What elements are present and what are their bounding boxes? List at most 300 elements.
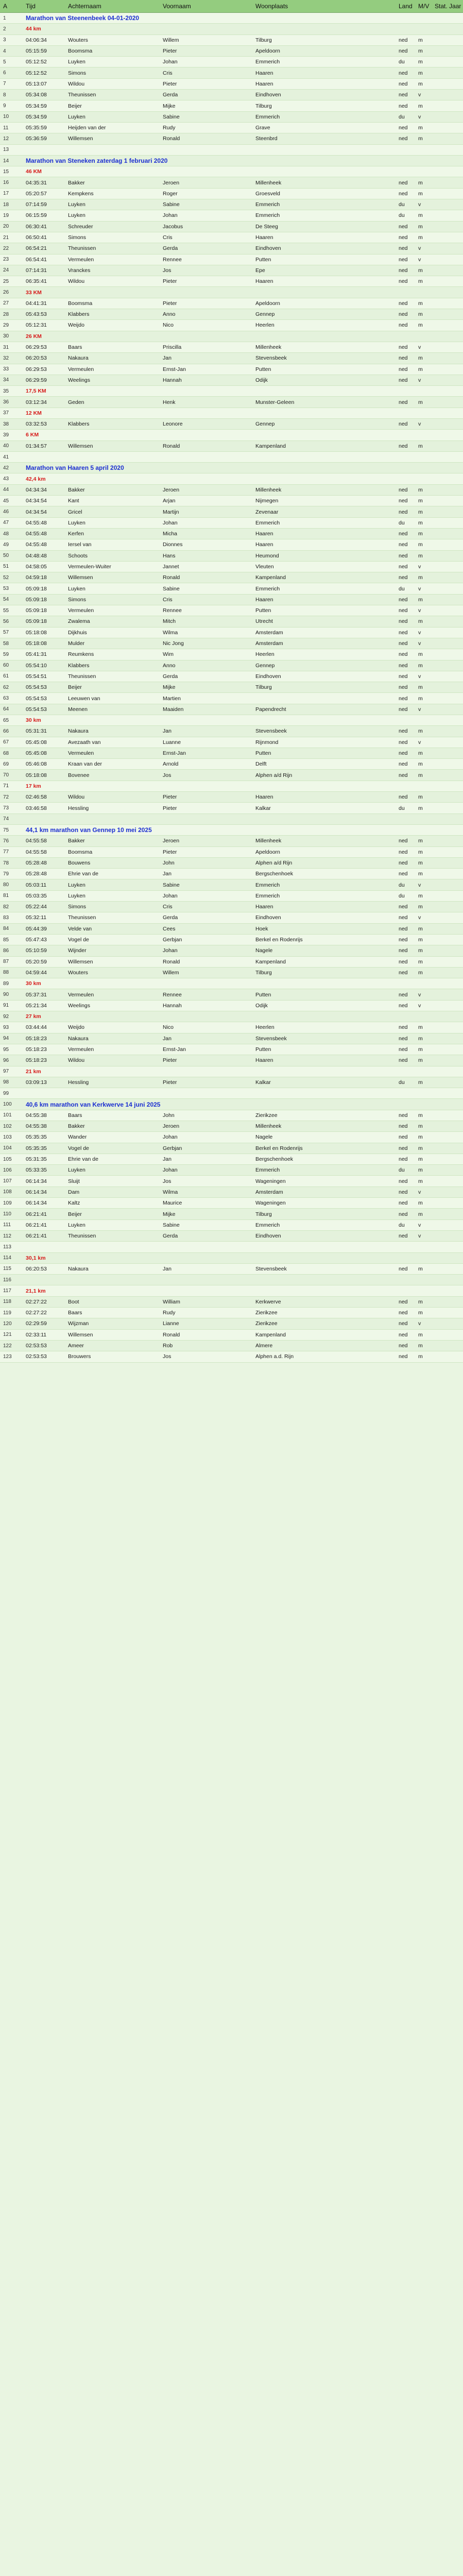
- cell-voornaam: Gerbjan: [163, 1145, 182, 1151]
- table-row: [0, 485, 463, 496]
- cell-voornaam: Maaiden: [163, 706, 184, 713]
- cell-woonplaats: Amsterdam: [255, 1189, 283, 1195]
- cell-achternaam: Vogel de: [68, 937, 89, 943]
- cell-woonplaats: Zierikzee: [255, 1320, 278, 1327]
- table-row: [0, 189, 463, 199]
- cell-land: ned: [399, 772, 408, 778]
- cell-woonplaats: Kampenland: [255, 958, 286, 965]
- table-row: [0, 1165, 463, 1176]
- cell-land: ned: [399, 267, 408, 274]
- cell-voornaam: Cris: [163, 904, 173, 910]
- cell-achternaam: Avezaath van: [68, 739, 101, 745]
- cell-achternaam: Wildou: [68, 80, 85, 87]
- distance-label: 27 km: [26, 1013, 41, 1020]
- cell-mv: m: [418, 958, 423, 965]
- section-title: Marathon van Steneken zaterdag 1 februari 2020: [26, 157, 168, 164]
- cell-land: du: [399, 201, 405, 208]
- header-rownum: A: [3, 3, 8, 10]
- cell-land: ned: [399, 1310, 408, 1316]
- cell-mv: m: [418, 695, 423, 702]
- table-row: [0, 1264, 463, 1275]
- cell-tijd: 04:41:31: [26, 300, 47, 307]
- cell-achternaam: Luyken: [68, 519, 85, 526]
- cell-land: du: [399, 1167, 405, 1174]
- cell-woonplaats: Eindhoven: [255, 914, 281, 921]
- cell-mv: v: [418, 739, 421, 745]
- cell-achternaam: Luyken: [68, 892, 85, 899]
- row-number: 64: [3, 706, 9, 713]
- cell-land: ned: [399, 640, 408, 647]
- row-number: 120: [3, 1320, 12, 1327]
- table-row: [0, 748, 463, 759]
- cell-land: ned: [399, 552, 408, 559]
- cell-achternaam: Willemsen: [68, 958, 93, 965]
- table-row: [0, 222, 463, 232]
- cell-land: ned: [399, 618, 408, 625]
- row-number: 58: [3, 640, 9, 647]
- section-title-row: [0, 825, 463, 836]
- cell-tijd: 05:15:59: [26, 48, 47, 55]
- table-row: [0, 506, 463, 517]
- cell-tijd: 06:21:41: [26, 1222, 47, 1228]
- row-number: 5: [3, 59, 6, 65]
- row-number: 112: [3, 1233, 11, 1239]
- cell-tijd: 05:54:53: [26, 706, 47, 713]
- cell-voornaam: Johan: [163, 892, 178, 899]
- cell-woonplaats: Utrecht: [255, 618, 273, 625]
- header-woonplaats: Woonplaats: [255, 3, 288, 10]
- row-number: 16: [3, 180, 9, 186]
- cell-achternaam: Luyken: [68, 212, 85, 219]
- cell-voornaam: Arjan: [163, 498, 176, 504]
- distance-label: 46 KM: [26, 168, 42, 175]
- cell-tijd: 05:47:43: [26, 937, 47, 943]
- cell-tijd: 05:54:10: [26, 662, 47, 669]
- cell-voornaam: Jan: [163, 1156, 172, 1163]
- cell-achternaam: Simons: [68, 234, 87, 241]
- row-number: 117: [3, 1288, 11, 1294]
- cell-tijd: 04:55:48: [26, 541, 47, 548]
- cell-voornaam: Hannah: [163, 377, 182, 383]
- cell-tijd: 06:20:53: [26, 355, 47, 362]
- cell-achternaam: Vermeulen: [68, 1046, 94, 1053]
- empty-row: [0, 1242, 463, 1252]
- cell-voornaam: Henk: [163, 399, 176, 405]
- distance-row: [0, 430, 463, 440]
- section-title-row: [0, 156, 463, 166]
- row-number: 28: [3, 311, 9, 317]
- cell-woonplaats: Emmerich: [255, 585, 280, 592]
- cell-land: ned: [399, 531, 408, 537]
- row-number: 69: [3, 761, 9, 767]
- cell-tijd: 04:55:48: [26, 519, 47, 526]
- row-number: 7: [3, 81, 6, 87]
- cell-tijd: 05:18:23: [26, 1035, 47, 1042]
- cell-land: ned: [399, 914, 408, 921]
- row-number: 39: [3, 432, 9, 438]
- row-number: 89: [3, 980, 9, 987]
- cell-tijd: 02:27:22: [26, 1310, 47, 1316]
- cell-achternaam: Boot: [68, 1298, 79, 1305]
- cell-tijd: 05:54:53: [26, 695, 47, 702]
- row-number: 110: [3, 1211, 11, 1217]
- table-row: [0, 1110, 463, 1121]
- cell-tijd: 06:54:21: [26, 245, 47, 252]
- cell-land: ned: [399, 1002, 408, 1009]
- cell-achternaam: Boomsma: [68, 48, 93, 55]
- header-land: Land: [399, 3, 413, 10]
- cell-mv: v: [418, 585, 421, 592]
- cell-voornaam: Rob: [163, 1343, 173, 1349]
- cell-woonplaats: Kalkar: [255, 805, 271, 811]
- cell-land: du: [399, 892, 405, 899]
- row-number: 35: [3, 388, 9, 394]
- row-number: 34: [3, 377, 9, 383]
- cell-woonplaats: Nagele: [255, 947, 273, 954]
- cell-land: ned: [399, 1265, 408, 1272]
- cell-tijd: 05:09:18: [26, 585, 47, 592]
- table-row: [0, 902, 463, 912]
- cell-land: ned: [399, 1200, 408, 1207]
- row-number: 9: [3, 103, 6, 109]
- cell-woonplaats: Haaren: [255, 541, 273, 548]
- table-row: [0, 704, 463, 715]
- cell-land: ned: [399, 48, 408, 55]
- cell-woonplaats: Nijmegen: [255, 498, 279, 504]
- cell-woonplaats: Millenheek: [255, 1123, 282, 1130]
- row-number: 95: [3, 1046, 9, 1053]
- table-row: [0, 342, 463, 353]
- distance-label: 6 KM: [26, 432, 39, 438]
- row-number: 78: [3, 860, 9, 866]
- cell-woonplaats: Putten: [255, 1046, 271, 1053]
- header-tijd: Tijd: [26, 3, 36, 10]
- row-number: 88: [3, 970, 9, 976]
- cell-voornaam: Jeroen: [163, 838, 180, 844]
- cell-mv: v: [418, 1233, 421, 1240]
- cell-tijd: 06:20:53: [26, 1265, 47, 1272]
- cell-voornaam: Mijke: [163, 684, 176, 691]
- cell-voornaam: Ronald: [163, 443, 180, 449]
- table-row: [0, 496, 463, 506]
- cell-tijd: 05:20:57: [26, 190, 47, 197]
- cell-achternaam: Kant: [68, 498, 79, 504]
- cell-woonplaats: Eindhoven: [255, 1233, 281, 1240]
- cell-mv: m: [418, 1178, 423, 1184]
- cell-mv: m: [418, 80, 423, 87]
- cell-woonplaats: Eindhoven: [255, 92, 281, 98]
- cell-woonplaats: Berkel en Rodenrijs: [255, 1145, 303, 1151]
- row-number: 113: [3, 1244, 11, 1250]
- cell-mv: m: [418, 179, 423, 186]
- table-row: [0, 79, 463, 90]
- distance-row: [0, 408, 463, 419]
- cell-mv: m: [418, 552, 423, 559]
- cell-woonplaats: Grave: [255, 125, 270, 131]
- cell-tijd: 04:58:05: [26, 563, 47, 570]
- row-number: 47: [3, 520, 9, 526]
- cell-mv: m: [418, 1134, 423, 1141]
- table-row: [0, 1143, 463, 1154]
- cell-mv: m: [418, 574, 423, 581]
- cell-achternaam: Luyken: [68, 585, 85, 592]
- cell-woonplaats: Haaren: [255, 278, 273, 285]
- cell-achternaam: Klabbers: [68, 662, 90, 669]
- cell-woonplaats: Putten: [255, 256, 271, 263]
- cell-woonplaats: Bergschenhoek: [255, 871, 293, 877]
- cell-achternaam: Bakker: [68, 838, 85, 844]
- cell-woonplaats: Haaren: [255, 234, 273, 241]
- cell-land: ned: [399, 1298, 408, 1305]
- cell-voornaam: Mitch: [163, 618, 176, 625]
- table-row: [0, 112, 463, 123]
- cell-woonplaats: Kampenland: [255, 574, 286, 581]
- cell-achternaam: Baars: [68, 1310, 82, 1316]
- cell-achternaam: Vogel de: [68, 1145, 89, 1151]
- cell-tijd: 05:03:11: [26, 882, 47, 888]
- cell-tijd: 05:09:18: [26, 618, 47, 625]
- table-row: [0, 858, 463, 869]
- row-number: 2: [3, 26, 6, 32]
- cell-tijd: 07:14:31: [26, 267, 47, 274]
- cell-achternaam: Willemsen: [68, 574, 93, 581]
- cell-land: du: [399, 59, 405, 65]
- cell-land: du: [399, 882, 405, 888]
- cell-mv: m: [418, 750, 423, 757]
- cell-achternaam: Wouters: [68, 37, 88, 43]
- cell-mv: m: [418, 947, 423, 954]
- cell-mv: v: [418, 1002, 421, 1009]
- section-title: Marathon van Steenenbeek 04-01-2020: [26, 14, 140, 22]
- cell-woonplaats: Kalkar: [255, 1079, 271, 1086]
- cell-woonplaats: De Steeg: [255, 223, 278, 230]
- cell-mv: m: [418, 234, 423, 241]
- cell-tijd: 05:54:51: [26, 673, 47, 680]
- cell-land: ned: [399, 607, 408, 614]
- cell-land: ned: [399, 179, 408, 186]
- cell-achternaam: Vermeulen: [68, 750, 94, 757]
- cell-tijd: 02:29:59: [26, 1320, 47, 1327]
- cell-woonplaats: Kerkwerve: [255, 1298, 281, 1305]
- cell-woonplaats: Munster-Geleen: [255, 399, 295, 405]
- cell-voornaam: Dionnes: [163, 541, 183, 548]
- distance-label: 17,5 KM: [26, 388, 46, 395]
- distance-row: [0, 166, 463, 177]
- cell-land: ned: [399, 1178, 408, 1184]
- cell-land: ned: [399, 1233, 408, 1240]
- row-number: 41: [3, 454, 9, 460]
- table-row: [0, 1176, 463, 1187]
- row-number: 42: [3, 465, 9, 471]
- cell-mv: m: [418, 1353, 423, 1360]
- table-row: [0, 67, 463, 78]
- cell-tijd: 04:55:38: [26, 1112, 47, 1118]
- table-row: [0, 539, 463, 550]
- cell-land: du: [399, 1079, 405, 1086]
- table-row: [0, 353, 463, 364]
- row-number: 65: [3, 717, 9, 723]
- cell-achternaam: Ameer: [68, 1343, 84, 1349]
- cell-voornaam: Maurice: [163, 1200, 182, 1207]
- cell-voornaam: Jos: [163, 1178, 172, 1184]
- table-row: [0, 726, 463, 737]
- row-number: 101: [3, 1112, 12, 1118]
- row-number: 123: [3, 1353, 12, 1360]
- row-number: 111: [3, 1222, 11, 1228]
- cell-woonplaats: Apeldoorn: [255, 849, 280, 855]
- cell-woonplaats: Haaren: [255, 904, 273, 910]
- cell-woonplaats: Eindhoven: [255, 673, 281, 680]
- cell-voornaam: Pieter: [163, 794, 177, 801]
- cell-woonplaats: Emmerich: [255, 212, 280, 219]
- row-number: 8: [3, 92, 6, 98]
- cell-land: ned: [399, 311, 408, 318]
- cell-land: ned: [399, 377, 408, 383]
- cell-tijd: 05:28:48: [26, 860, 47, 866]
- cell-mv: m: [418, 190, 423, 197]
- row-number: 46: [3, 509, 9, 515]
- distance-label: 21 km: [26, 1068, 41, 1075]
- cell-achternaam: Schreuder: [68, 223, 93, 230]
- table-row: [0, 243, 463, 254]
- table-row: [0, 562, 463, 572]
- cell-mv: m: [418, 1265, 423, 1272]
- cell-achternaam: Boomsma: [68, 849, 93, 855]
- row-number: 23: [3, 257, 9, 263]
- cell-land: ned: [399, 563, 408, 570]
- cell-voornaam: Pieter: [163, 1079, 177, 1086]
- row-number: 105: [3, 1156, 12, 1162]
- cell-land: ned: [399, 1112, 408, 1118]
- cell-land: ned: [399, 486, 408, 493]
- cell-land: ned: [399, 991, 408, 998]
- cell-woonplaats: Kampenland: [255, 1331, 286, 1338]
- table-row: [0, 1231, 463, 1242]
- row-number: 86: [3, 947, 9, 954]
- distance-label: 12 KM: [26, 410, 42, 416]
- cell-achternaam: Beijer: [68, 103, 82, 109]
- row-number: 3: [3, 37, 6, 43]
- cell-woonplaats: Heerlen: [255, 1024, 275, 1031]
- cell-voornaam: John: [163, 860, 175, 866]
- cell-tijd: 01:34:57: [26, 443, 47, 449]
- table-row: [0, 924, 463, 935]
- row-number: 82: [3, 904, 9, 910]
- table-row: [0, 1055, 463, 1066]
- distance-row: [0, 1011, 463, 1022]
- cell-mv: v: [418, 563, 421, 570]
- cell-achternaam: Luyken: [68, 201, 85, 208]
- cell-mv: m: [418, 1035, 423, 1042]
- cell-woonplaats: Wageningen: [255, 1200, 286, 1207]
- row-number: 91: [3, 1003, 9, 1009]
- cell-land: ned: [399, 937, 408, 943]
- cell-voornaam: Johan: [163, 212, 178, 219]
- cell-mv: m: [418, 399, 423, 405]
- table-row: [0, 660, 463, 671]
- cell-voornaam: Ernst-Jan: [163, 366, 186, 372]
- cell-achternaam: Kaltz: [68, 1200, 80, 1207]
- row-number: 85: [3, 937, 9, 943]
- row-number: 54: [3, 597, 9, 603]
- cell-woonplaats: Tilburg: [255, 37, 272, 43]
- cell-tijd: 05:09:18: [26, 596, 47, 603]
- cell-voornaam: Nico: [163, 1024, 174, 1031]
- cell-woonplaats: Hoek: [255, 925, 268, 932]
- table-row: [0, 518, 463, 529]
- row-number: 19: [3, 212, 9, 218]
- cell-tijd: 05:45:08: [26, 750, 47, 757]
- cell-voornaam: Luanne: [163, 739, 181, 745]
- cell-land: ned: [399, 125, 408, 131]
- row-number: 38: [3, 421, 9, 427]
- cell-mv: v: [418, 673, 421, 680]
- cell-tijd: 04:55:58: [26, 838, 47, 844]
- row-number: 62: [3, 684, 9, 690]
- cell-tijd: 05:03:35: [26, 892, 47, 899]
- cell-achternaam: Willemsen: [68, 1331, 93, 1338]
- cell-voornaam: Willem: [163, 37, 179, 43]
- cell-achternaam: Geden: [68, 399, 84, 405]
- row-number: 121: [3, 1332, 12, 1338]
- cell-mv: m: [418, 1331, 423, 1338]
- cell-achternaam: Nakaura: [68, 1265, 89, 1272]
- table-row: [0, 869, 463, 879]
- row-number: 53: [3, 586, 9, 592]
- cell-voornaam: Ronald: [163, 1331, 180, 1338]
- cell-achternaam: Bovenee: [68, 772, 90, 778]
- table-row: [0, 682, 463, 693]
- row-number: 92: [3, 1013, 9, 1020]
- cell-achternaam: Bouwens: [68, 860, 91, 866]
- cell-voornaam: Pieter: [163, 805, 177, 811]
- cell-voornaam: Wilma: [163, 629, 178, 636]
- cell-land: ned: [399, 925, 408, 932]
- empty-row: [0, 452, 463, 463]
- cell-mv: m: [418, 684, 423, 691]
- table-row: [0, 638, 463, 649]
- cell-mv: m: [418, 366, 423, 372]
- cell-land: ned: [399, 904, 408, 910]
- table-row: [0, 616, 463, 627]
- cell-mv: m: [418, 618, 423, 625]
- cell-tijd: 05:18:23: [26, 1046, 47, 1053]
- cell-tijd: 03:46:58: [26, 805, 47, 811]
- cell-woonplaats: Berkel en Rodenrijs: [255, 937, 303, 943]
- cell-mv: v: [418, 245, 421, 252]
- row-number: 83: [3, 914, 9, 921]
- cell-land: ned: [399, 849, 408, 855]
- distance-label: 30 km: [26, 717, 41, 724]
- cell-voornaam: Jos: [163, 267, 172, 274]
- cell-mv: v: [418, 607, 421, 614]
- distance-label: 33 KM: [26, 289, 42, 296]
- cell-tijd: 05:31:35: [26, 1156, 47, 1163]
- cell-woonplaats: Emmerich: [255, 59, 280, 65]
- cell-woonplaats: Putten: [255, 607, 271, 614]
- cell-tijd: 04:06:34: [26, 37, 47, 43]
- cell-land: ned: [399, 794, 408, 801]
- row-number: 107: [3, 1178, 12, 1184]
- row-number: 6: [3, 70, 6, 76]
- cell-tijd: 06:29:53: [26, 366, 47, 372]
- table-row: [0, 255, 463, 265]
- cell-tijd: 04:48:48: [26, 552, 47, 559]
- cell-achternaam: Weijdo: [68, 322, 84, 329]
- cell-woonplaats: Heumond: [255, 552, 279, 559]
- table-row: [0, 90, 463, 100]
- cell-land: ned: [399, 1343, 408, 1349]
